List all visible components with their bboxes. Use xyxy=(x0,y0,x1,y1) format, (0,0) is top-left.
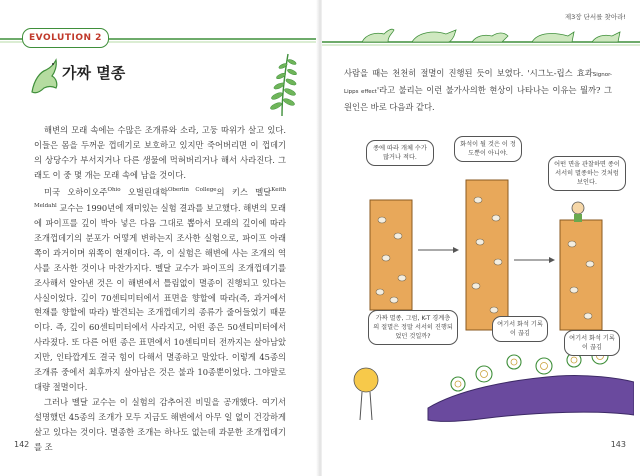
evolution-banner-label: EVOLUTION 2 xyxy=(22,28,109,48)
right-page xyxy=(322,0,640,476)
para2-mid2: 의 키스 멜달 xyxy=(216,186,272,197)
para2-keith: Keith Meldahl xyxy=(34,186,286,210)
right-para1-en: Signor-Lipps effect xyxy=(344,72,612,95)
paragraph-2 xyxy=(34,183,286,395)
paragraph-1: 해변의 모래 속에는 수많은 조개류와 소라, 고둥 따위가 살고 있다. 이들은 몸을 두꺼운 껍데기로 보호하고 있지만 죽어버리면 이 껍데기의 상당수가 부서지거나 다른 생물에 먹혀버리거나 해서 사라진다. 그래도 이 중 몇 개는 모래 속에 남을 것이다. xyxy=(34,125,286,180)
running-head: 제3장 단서를 찾아라! xyxy=(564,13,626,21)
dinosaur-doodle-icon xyxy=(26,58,62,98)
right-body-text xyxy=(344,66,612,115)
right-paragraph-1 xyxy=(344,66,612,115)
signor-lipps-illustration xyxy=(338,140,634,430)
left-page xyxy=(0,0,318,476)
bubble-fossil-amount: 화석이 될 것은 이 정도뿐이 아니야. xyxy=(454,136,522,162)
para2-body: 1990년에 재미있는 실험 결과를 보고했다. 해변의 모래에 파이프를 깊이 박아 넣은 다음 그대로 뽑아서 모래의 깊이에 따라 조개껍데기의 분포가 어떻게 변하는지 조사한 실험으로, 파이프 아래쪽이 과거이며 위쪽이 현재이다. 즉, 이 실험은 해변에 사는 조개의 역사를 조사한 것이나 마찬가지다. 멜달 교수가 파이프의 조개껍데기를 조사해서 알아낸 것은 이 해변에서 틀림없이 멸종이 진행되고 있다는 사실이었다. 깊이 70센티미터에서 표면을 향할에 따라(즉, 과거에서 현재를 향할에 따라) 발견되는 조개껍데기의 종류가 줄어들었기 때문이다. 즉, 깊이 60센티미터에서 사라지고, 어떤 종은 50센티미터에서 사라졌다. 또 다른 어떤 종은 표면에서 10센티미터 전까지는 살아남았지만, 인타깝게도 결국 힘이 다해서 멸종하고 말았다. 이렇게 45종의 조개류 중에서 최후까지 살아남은 것은 불과 10종뿐이었다. 그야말로 대량 절멸이다. xyxy=(34,203,287,392)
bubble-question: 가짜 멸종, 그럼, K-T 경계층의 절멸은 정말 서서히 진행되었던 것일까? xyxy=(368,310,458,345)
paragraph-3: 그러나 멜달 교수는 이 실험의 감추어진 비밀을 공개했다. 여기서 설명했던 45종의 조개가 모두 지금도 해변에서 아무 일 없이 건강하게 살고 있다는 것이다. 멸종한 조개는 하나도 없는데 과문한 조개껍데기를 조 xyxy=(34,396,286,452)
bubble-record-ends-2: 여기서 화석 기록이 끊김 xyxy=(564,330,620,356)
para2-ohio: Ohio xyxy=(107,186,121,193)
bubble-record-ends-1: 여기서 화석 기록이 끊김 xyxy=(492,316,548,342)
right-para1-a: 사람을 때는 천천히 절멸이 진행된 듯이 보였다. '시그노-립스 효과 xyxy=(344,68,593,78)
page-number-left: 142 xyxy=(14,440,30,449)
para2-prefix: 미국 오하이오주 xyxy=(44,186,108,197)
right-para1-b: '라고 불리는 이런 불가사의한 현상이 나타나는 이유는 뭘까? 그 원인은 바로 다음과 같다. xyxy=(344,84,612,112)
chapter-title: 가짜 멸종 xyxy=(62,64,126,82)
bubble-abundance: 종에 따라 개체 수가 많거나 적다. xyxy=(366,140,434,166)
para2-mid: 오벌린대학 xyxy=(120,186,168,197)
left-body-text xyxy=(34,123,286,454)
page-number-right: 143 xyxy=(610,440,626,449)
bubble-observation: 어떤 면을 관찰하면 종이 서서히 멸종하는 것처럼 보인다. xyxy=(548,156,626,191)
fern-icon xyxy=(262,48,302,118)
para2-oberlin: Oberlin College xyxy=(168,186,217,193)
para2-suffix: 교수는 xyxy=(56,203,87,214)
dinosaur-silhouettes-line xyxy=(322,22,640,48)
